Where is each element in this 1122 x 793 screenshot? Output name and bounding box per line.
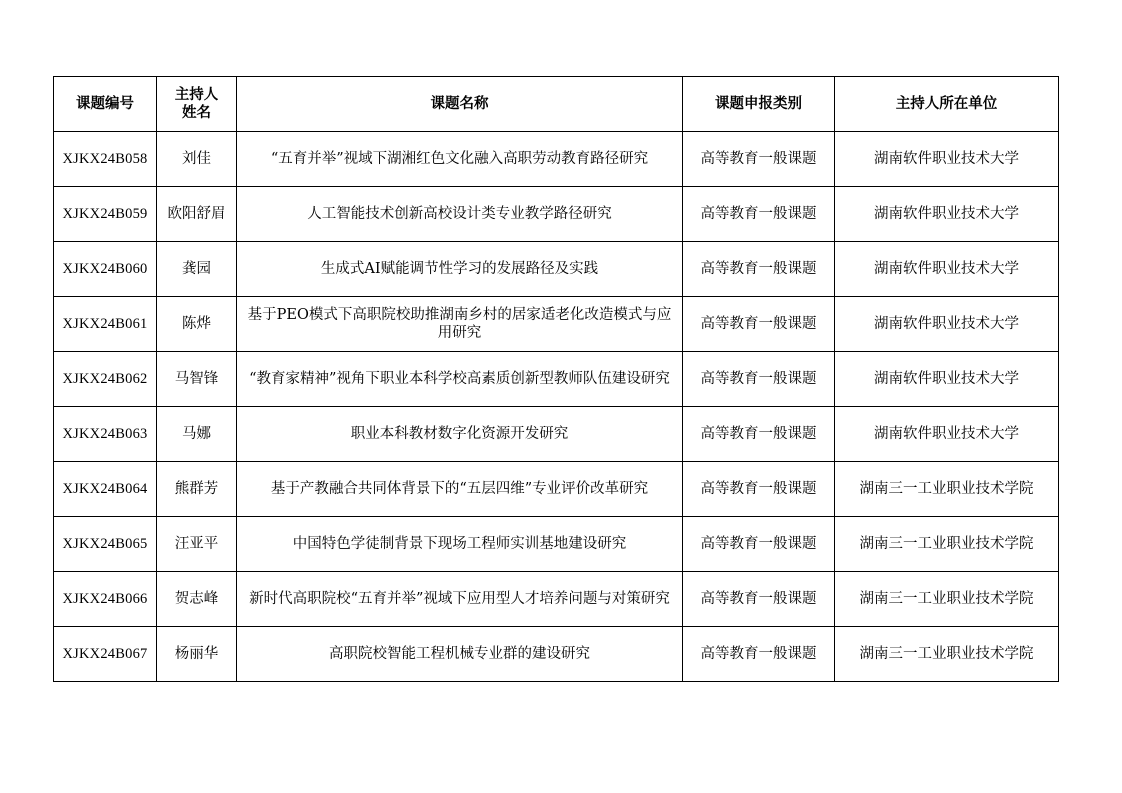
- cell-host: 汪亚平: [157, 517, 237, 572]
- cell-host: 马智锋: [157, 352, 237, 407]
- cell-title: “教育家精神”视角下职业本科学校高素质创新型教师队伍建设研究: [237, 352, 683, 407]
- table-row: [54, 297, 1059, 352]
- cell-category: 高等教育一般课题: [683, 572, 835, 627]
- cell-code: XJKX24B066: [54, 572, 157, 627]
- cell-title: 基于PEO模式下高职院校助推湖南乡村的居家适老化改造模式与应用研究: [237, 297, 683, 352]
- table-row: [54, 407, 1059, 462]
- cell-category: 高等教育一般课题: [683, 627, 835, 682]
- header-row: [54, 77, 1059, 132]
- header-host-label: 主持人 姓名: [174, 87, 219, 121]
- cell-unit: 湖南软件职业技术大学: [835, 352, 1059, 407]
- cell-unit: 湖南软件职业技术大学: [835, 407, 1059, 462]
- table-row: [54, 132, 1059, 187]
- cell-title: 人工智能技术创新高校设计类专业教学路径研究: [237, 187, 683, 242]
- header-code: 课题编号: [54, 77, 157, 132]
- cell-unit: 湖南三一工业职业技术学院: [835, 462, 1059, 517]
- cell-category: 高等教育一般课题: [683, 187, 835, 242]
- cell-category: 高等教育一般课题: [683, 462, 835, 517]
- cell-category: 高等教育一般课题: [683, 297, 835, 352]
- cell-code: XJKX24B060: [54, 242, 157, 297]
- cell-code: XJKX24B063: [54, 407, 157, 462]
- cell-code: XJKX24B067: [54, 627, 157, 682]
- cell-code: XJKX24B065: [54, 517, 157, 572]
- table-row: [54, 242, 1059, 297]
- cell-unit: 湖南三一工业职业技术学院: [835, 627, 1059, 682]
- cell-title: 生成式AI赋能调节性学习的发展路径及实践: [237, 242, 683, 297]
- cell-title: 新时代高职院校“五育并举”视域下应用型人才培养问题与对策研究: [237, 572, 683, 627]
- cell-host: 杨丽华: [157, 627, 237, 682]
- cell-code: XJKX24B062: [54, 352, 157, 407]
- cell-host: 刘佳: [157, 132, 237, 187]
- table-row: [54, 572, 1059, 627]
- header-host: [157, 77, 237, 132]
- cell-unit: 湖南软件职业技术大学: [835, 297, 1059, 352]
- cell-category: 高等教育一般课题: [683, 352, 835, 407]
- header-title: 课题名称: [237, 77, 683, 132]
- table-row: [54, 352, 1059, 407]
- cell-unit: 湖南三一工业职业技术学院: [835, 572, 1059, 627]
- cell-code: XJKX24B058: [54, 132, 157, 187]
- cell-unit: 湖南软件职业技术大学: [835, 132, 1059, 187]
- cell-host: 熊群芳: [157, 462, 237, 517]
- cell-category: 高等教育一般课题: [683, 242, 835, 297]
- table-row: [54, 517, 1059, 572]
- cell-title: 职业本科教材数字化资源开发研究: [237, 407, 683, 462]
- project-table: [53, 76, 1059, 682]
- cell-host: 龚园: [157, 242, 237, 297]
- table-row: [54, 627, 1059, 682]
- cell-code: XJKX24B064: [54, 462, 157, 517]
- cell-category: 高等教育一般课题: [683, 407, 835, 462]
- cell-title: “五育并举”视域下湖湘红色文化融入高职劳动教育路径研究: [237, 132, 683, 187]
- table-row: [54, 462, 1059, 517]
- header-unit: 主持人所在单位: [835, 77, 1059, 132]
- cell-unit: 湖南软件职业技术大学: [835, 187, 1059, 242]
- cell-host: 马娜: [157, 407, 237, 462]
- cell-category: 高等教育一般课题: [683, 517, 835, 572]
- cell-category: 高等教育一般课题: [683, 132, 835, 187]
- header-category: 课题申报类别: [683, 77, 835, 132]
- cell-host: 欧阳舒眉: [157, 187, 237, 242]
- cell-unit: 湖南三一工业职业技术学院: [835, 517, 1059, 572]
- table-row: [54, 187, 1059, 242]
- cell-title: 中国特色学徒制背景下现场工程师实训基地建设研究: [237, 517, 683, 572]
- cell-host: 贺志峰: [157, 572, 237, 627]
- cell-title: 高职院校智能工程机械专业群的建设研究: [237, 627, 683, 682]
- cell-title: 基于产教融合共同体背景下的“五层四维”专业评价改革研究: [237, 462, 683, 517]
- cell-code: XJKX24B059: [54, 187, 157, 242]
- cell-unit: 湖南软件职业技术大学: [835, 242, 1059, 297]
- cell-code: XJKX24B061: [54, 297, 157, 352]
- cell-host: 陈烨: [157, 297, 237, 352]
